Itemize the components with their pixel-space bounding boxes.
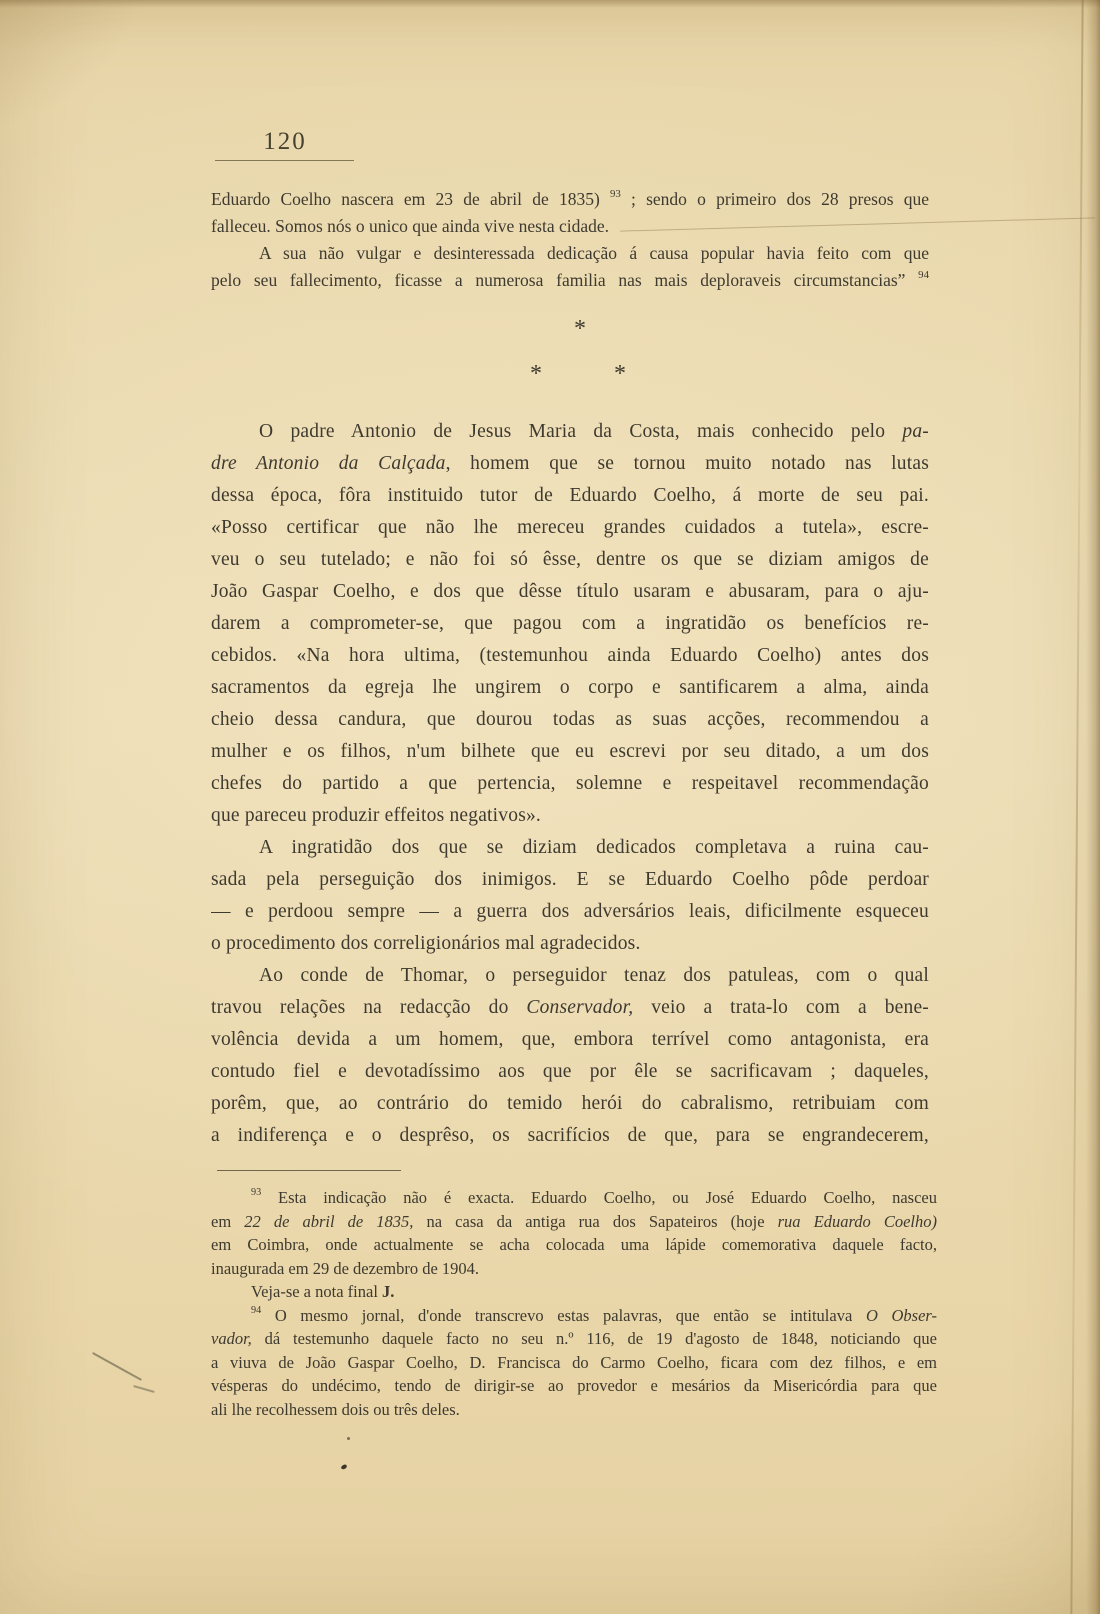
- text-line: [211, 186, 929, 213]
- text-line: [211, 416, 929, 448]
- text-line: [211, 1327, 937, 1351]
- text-line: [211, 672, 929, 704]
- text-segment: falleceu. Somos nós o unico que ainda vive nesta cidade.: [211, 216, 610, 236]
- text-segment: dá testemunho daquele facto no seu n.º 116, de 19 d'agosto de 1848, noticiando que: [251, 1329, 937, 1348]
- text-line: [211, 512, 929, 544]
- text-line: [211, 576, 929, 608]
- text-segment: vador,: [211, 1329, 252, 1348]
- footnotes: [211, 1186, 937, 1421]
- text-segment: 93: [251, 1187, 262, 1198]
- text-line: [211, 704, 929, 736]
- text-segment: darem a comprometer-se, que pagou com a ingratidão os benefícios re-: [211, 613, 929, 634]
- text-line: [211, 640, 929, 672]
- text-segment: travou relações na redacção do: [211, 997, 527, 1018]
- text-segment: veu o seu tutelado; e não foi só êsse, dentre os que se diziam amigos de: [211, 549, 929, 570]
- text-line: [211, 1374, 937, 1398]
- text-segment: 22 de abril de 1835,: [244, 1211, 414, 1231]
- text-line: [211, 736, 929, 768]
- text-segment: a viuva de João Gaspar Coelho, D. Francisca do Carmo Coelho, ficara com dez filhos, e em: [211, 1352, 937, 1372]
- text-line: [211, 1233, 937, 1257]
- text-line: [211, 928, 929, 960]
- text-segment: vésperas do undécimo, tendo de dirigir-se ao provedor e mesários da Misericórdia para que: [211, 1376, 937, 1395]
- text-segment: , homem que se tornou muito notado nas lutas: [445, 453, 929, 474]
- text-segment: chefes do partido a que pertencia, solemne e respeitavel recommendação: [211, 773, 929, 794]
- text-segment: o procedimento dos correligionários mal agradecidos.: [211, 933, 641, 954]
- text-line: [211, 267, 929, 294]
- text-line: [211, 1088, 929, 1120]
- text-line: [211, 1257, 937, 1281]
- text-line: [211, 768, 929, 800]
- text-line: [211, 960, 929, 992]
- paper-crease-vertical: [1070, 0, 1083, 1614]
- text-line: [211, 1351, 937, 1375]
- text-line: [211, 864, 929, 896]
- text-segment: porêm, que, ao contrário do temido herói do cabralismo, retribuiam com: [211, 1093, 929, 1114]
- text-segment: Ao conde de Thomar, o perseguidor tenaz dos patuleas, com o qual: [259, 965, 929, 986]
- text-segment: cheio dessa candura, que dourou todas as suas acções, recommendou a: [211, 709, 929, 730]
- text-segment: inaugurada em 29 de dezembro de 1904.: [211, 1258, 480, 1278]
- text-segment: cebidos. «Na hora ultima, (testemunhou ainda Eduardo Coelho) antes dos: [211, 645, 929, 666]
- text-line: [211, 608, 929, 640]
- intro-paragraph: [211, 186, 929, 294]
- section-break-asterisk: *: [574, 316, 586, 342]
- text-line: [211, 992, 929, 1024]
- text-segment: pelo seu fallecimento, ficasse a numerosa familia nas mais deploraveis circumstancias”: [211, 270, 919, 290]
- text-segment: pa-: [902, 421, 929, 442]
- text-segment: J.: [382, 1282, 395, 1301]
- ink-speck: [340, 1464, 347, 1470]
- text-line: [211, 240, 929, 267]
- text-segment: A sua não vulgar e desinteressada dedicação á causa popular havia feito com que: [259, 243, 929, 263]
- text-line: [211, 544, 929, 576]
- text-segment: ali lhe recolhessem dois ou três deles.: [211, 1399, 460, 1419]
- text-segment: Esta indicação não é exacta. Eduardo Coelho, ou José Eduardo Coelho, nasceu: [261, 1188, 937, 1207]
- text-segment: volência devida a um homem, que, embora terrível como antagonista, era: [211, 1029, 929, 1050]
- main-text: [211, 416, 929, 1152]
- ink-speck: [347, 1437, 350, 1440]
- asterisk-left: *: [530, 361, 542, 387]
- text-segment: 93: [609, 188, 621, 200]
- text-segment: sada pela perseguição dos inimigos. E se Eduardo Coelho pôde perdoar: [211, 869, 929, 890]
- text-segment: na casa da antiga rua dos Sapateiros (hoje: [413, 1211, 778, 1231]
- text-segment: rua Eduardo Coelho): [777, 1211, 937, 1231]
- text-segment: Conservador,: [526, 997, 634, 1018]
- text-segment: sacramentos da egreja lhe ungirem o corpo e santificarem a alma, ainda: [211, 677, 929, 698]
- text-line: [211, 1186, 937, 1210]
- text-line: [211, 448, 929, 480]
- text-segment: O Obser-: [865, 1305, 937, 1325]
- text-line: [211, 1120, 929, 1152]
- text-segment: Veja-se a nota final: [251, 1282, 383, 1301]
- page-edge-shadow: [1086, 0, 1100, 1614]
- text-segment: João Gaspar Coelho, e dos que dêsse título usaram e abusaram, para o aju-: [211, 581, 929, 602]
- text-segment: O padre Antonio de Jesus Maria da Costa, mais conhecido pelo: [259, 421, 903, 442]
- text-line: [211, 213, 929, 240]
- text-line: [211, 1280, 937, 1304]
- pencil-mark: [133, 1385, 155, 1393]
- page-number: 120: [263, 128, 307, 155]
- text-segment: dre Antonio da Calçada: [211, 453, 446, 474]
- scan-top-shadow: [0, 0, 1100, 8]
- footnote-separator-rule: [217, 1170, 401, 1171]
- text-line: [211, 1398, 937, 1422]
- text-segment: em: [211, 1211, 245, 1231]
- text-line: [211, 1304, 937, 1328]
- text-segment: 94: [251, 1304, 262, 1316]
- text-line: [211, 1210, 937, 1234]
- text-segment: ; sendo o primeiro dos 28 presos que: [620, 189, 929, 209]
- text-segment: Eduardo Coelho nascera em 23 de abril de 1835): [211, 189, 610, 209]
- header-rule: [215, 160, 354, 161]
- text-segment: 94: [918, 269, 929, 281]
- text-segment: mulher e os filhos, n'um bilhete que eu escrevi por seu ditado, a um dos: [211, 741, 929, 762]
- text-segment: contudo fiel e devotadíssimo aos que por êle se sacrificavam ; daqueles,: [211, 1061, 929, 1082]
- text-line: [211, 800, 929, 832]
- text-segment: que pareceu produzir effeitos negativos».: [211, 805, 542, 826]
- text-line: [211, 832, 929, 864]
- text-segment: «Posso certificar que não lhe mereceu grandes cuidados a tutela», escre-: [211, 517, 929, 538]
- text-line: [211, 1056, 929, 1088]
- text-segment: em Coimbra, onde actualmente se acha colocada uma lápide comemorativa daquele facto,: [211, 1235, 937, 1254]
- text-segment: dessa época, fôra instituido tutor de Eduardo Coelho, á morte de seu pai.: [211, 485, 929, 506]
- text-segment: a indiferença e o desprêso, os sacrifícios de que, para se engrandecerem,: [211, 1125, 929, 1146]
- text-segment: O mesmo jornal, d'onde transcrevo estas palavras, que então se intitulava: [261, 1305, 866, 1325]
- text-segment: veio a trata-lo com a bene-: [633, 997, 929, 1018]
- section-break-asterisk-pair: [530, 361, 626, 388]
- text-segment: — e perdoou sempre — a guerra dos adversários leais, dificilmente esqueceu: [211, 901, 929, 922]
- pencil-mark: [92, 1352, 142, 1381]
- text-line: [211, 480, 929, 512]
- asterisk-right: *: [614, 361, 626, 387]
- text-line: [211, 896, 929, 928]
- text-line: [211, 1024, 929, 1056]
- text-segment: A ingratidão dos que se diziam dedicados completava a ruina cau-: [259, 837, 929, 858]
